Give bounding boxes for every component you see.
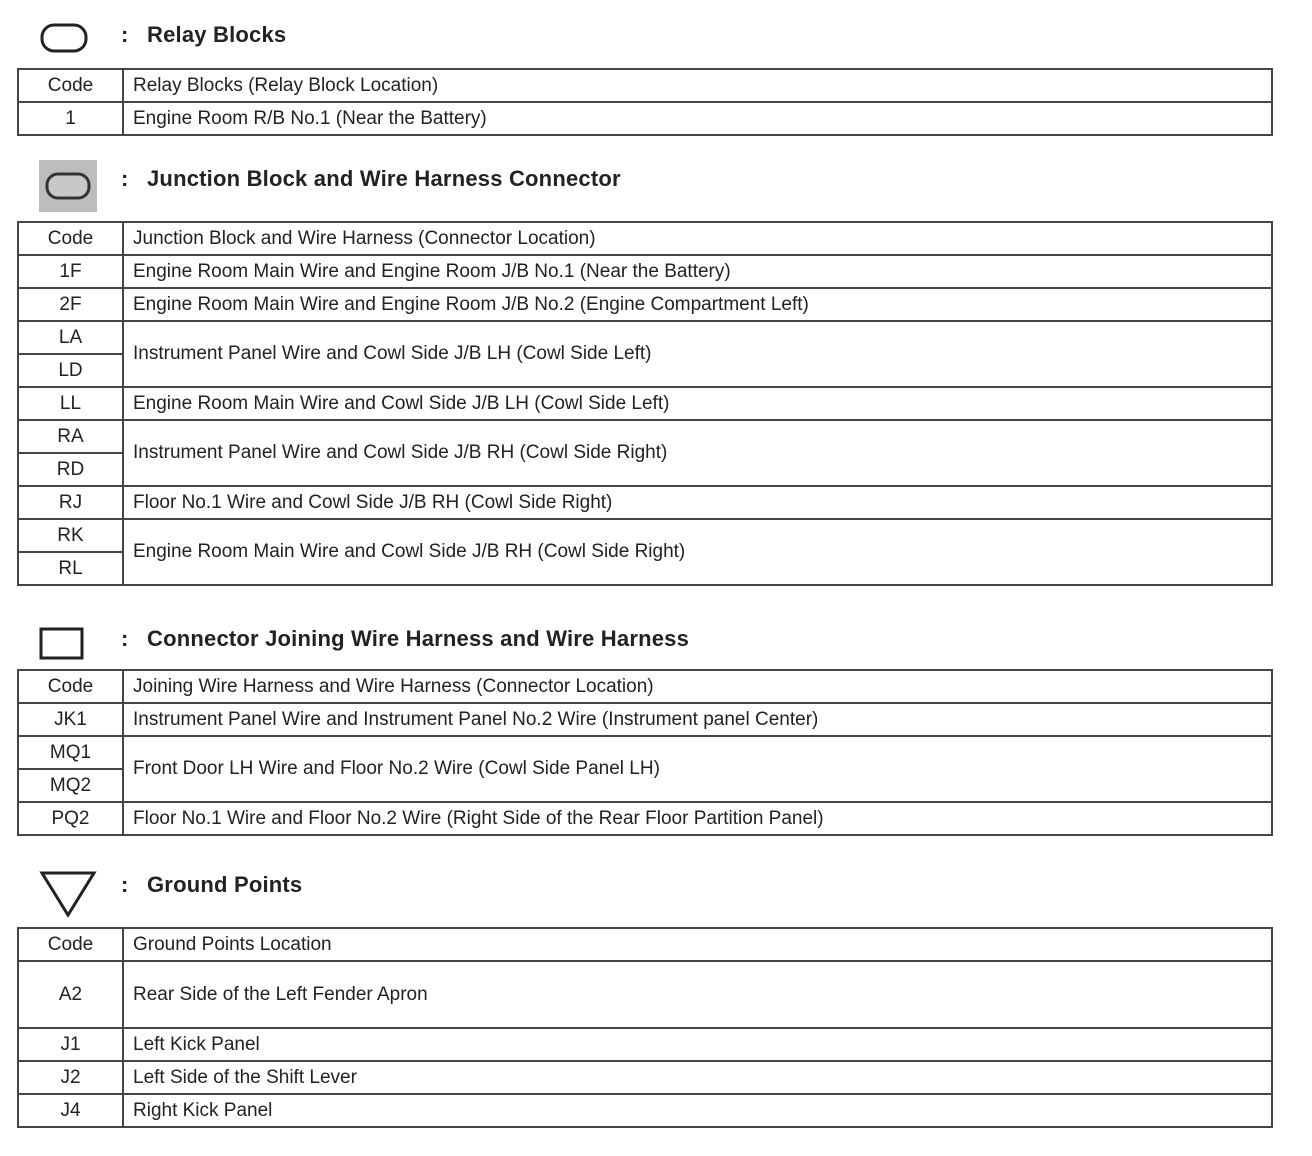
section-title: Connector Joining Wire Harness and Wire Harness	[147, 626, 690, 651]
header-desc: Junction Block and Wire Harness (Connector Location)	[123, 222, 1272, 255]
heading-colon: :	[121, 22, 129, 47]
connector-joining-table	[17, 669, 1273, 836]
row-code: LL	[18, 387, 123, 420]
table-row	[18, 288, 1272, 321]
row-desc: Engine Room Main Wire and Cowl Side J/B RH (Cowl Side Right)	[123, 519, 1272, 585]
row-code: A2	[18, 961, 123, 1028]
row-code: J2	[18, 1061, 123, 1094]
section-heading	[17, 866, 1273, 906]
rounded-rect-icon	[40, 22, 88, 54]
row-code: J1	[18, 1028, 123, 1061]
rectangle-icon	[39, 626, 85, 662]
row-desc: Floor No.1 Wire and Floor No.2 Wire (Right Side of the Rear Floor Partition Panel)	[123, 802, 1272, 835]
row-code: RL	[18, 552, 123, 585]
row-code: J4	[18, 1094, 123, 1127]
row-code: 1	[18, 102, 123, 135]
row-code: RJ	[18, 486, 123, 519]
section-heading	[17, 620, 1273, 660]
row-desc: Engine Room Main Wire and Cowl Side J/B LH (Cowl Side Left)	[123, 387, 1272, 420]
shaded-rounded-rect-icon	[39, 160, 97, 212]
table-row	[18, 1094, 1272, 1127]
section-ground-points	[17, 866, 1273, 1128]
row-desc: Left Side of the Shift Lever	[123, 1061, 1272, 1094]
down-triangle-icon	[39, 870, 97, 918]
table-row	[18, 961, 1272, 1028]
heading-colon: :	[121, 626, 129, 651]
row-code: MQ2	[18, 769, 123, 802]
table-header-row	[18, 670, 1272, 703]
row-desc: Left Kick Panel	[123, 1028, 1272, 1061]
relay-blocks-table	[17, 68, 1273, 136]
section-connector-joining	[17, 620, 1273, 836]
section-junction-block	[17, 160, 1273, 586]
table-header-row	[18, 222, 1272, 255]
row-code: 2F	[18, 288, 123, 321]
section-heading	[17, 160, 1273, 200]
row-desc: Instrument Panel Wire and Cowl Side J/B RH (Cowl Side Right)	[123, 420, 1272, 486]
row-desc: Instrument Panel Wire and Cowl Side J/B LH (Cowl Side Left)	[123, 321, 1272, 387]
row-desc: Right Kick Panel	[123, 1094, 1272, 1127]
header-desc: Joining Wire Harness and Wire Harness (Connector Location)	[123, 670, 1272, 703]
row-code: LD	[18, 354, 123, 387]
row-code: JK1	[18, 703, 123, 736]
row-code: RK	[18, 519, 123, 552]
section-title: Relay Blocks	[147, 22, 287, 47]
header-desc: Relay Blocks (Relay Block Location)	[123, 69, 1272, 102]
row-code: RA	[18, 420, 123, 453]
row-desc: Engine Room R/B No.1 (Near the Battery)	[123, 102, 1272, 135]
table-header-row	[18, 69, 1272, 102]
row-desc: Instrument Panel Wire and Instrument Panel No.2 Wire (Instrument panel Center)	[123, 703, 1272, 736]
table-row	[18, 387, 1272, 420]
row-desc: Front Door LH Wire and Floor No.2 Wire (Cowl Side Panel LH)	[123, 736, 1272, 802]
header-desc: Ground Points Location	[123, 928, 1272, 961]
row-code: RD	[18, 453, 123, 486]
row-code: LA	[18, 321, 123, 354]
table-row	[18, 321, 1272, 354]
table-row	[18, 102, 1272, 135]
junction-block-table	[17, 221, 1273, 586]
table-row	[18, 703, 1272, 736]
heading-colon: :	[121, 872, 129, 897]
header-code: Code	[18, 69, 123, 102]
heading-colon: :	[121, 166, 129, 191]
ground-points-table	[17, 927, 1273, 1128]
header-code: Code	[18, 928, 123, 961]
header-code: Code	[18, 222, 123, 255]
table-row	[18, 736, 1272, 769]
row-code: 1F	[18, 255, 123, 288]
header-code: Code	[18, 670, 123, 703]
section-title: Ground Points	[147, 872, 303, 897]
row-code: MQ1	[18, 736, 123, 769]
table-row	[18, 420, 1272, 453]
table-header-row	[18, 928, 1272, 961]
section-title: Junction Block and Wire Harness Connector	[147, 166, 621, 191]
table-row	[18, 255, 1272, 288]
row-desc: Engine Room Main Wire and Engine Room J/B No.2 (Engine Compartment Left)	[123, 288, 1272, 321]
table-row	[18, 802, 1272, 835]
table-row	[18, 486, 1272, 519]
row-desc: Engine Room Main Wire and Engine Room J/B No.1 (Near the Battery)	[123, 255, 1272, 288]
row-code: PQ2	[18, 802, 123, 835]
row-desc: Rear Side of the Left Fender Apron	[123, 961, 1272, 1028]
table-row	[18, 1061, 1272, 1094]
table-row	[18, 1028, 1272, 1061]
section-relay-blocks	[17, 16, 1273, 136]
row-desc: Floor No.1 Wire and Cowl Side J/B RH (Cowl Side Right)	[123, 486, 1272, 519]
section-heading	[17, 16, 1273, 56]
table-row	[18, 519, 1272, 552]
